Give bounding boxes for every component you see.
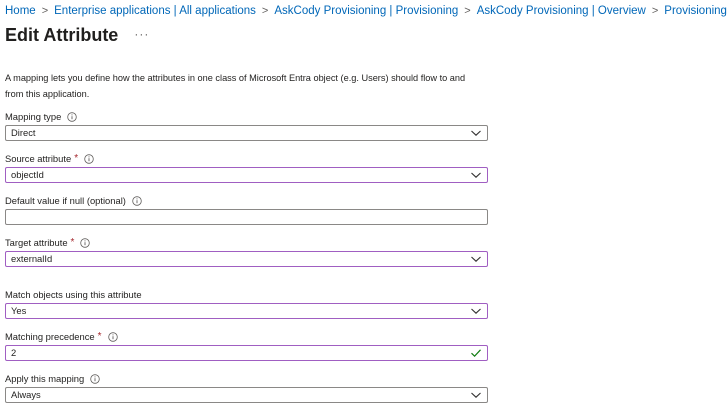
chevron-down-icon: [469, 304, 483, 318]
default-value-label-text: Default value if null (optional): [5, 195, 126, 206]
breadcrumb-askcody-overview[interactable]: AskCody Provisioning | Overview: [476, 5, 646, 17]
breadcrumb: [5, 5, 727, 17]
checkmark-icon: [469, 346, 483, 360]
chevron-down-icon: [469, 168, 483, 182]
matching-precedence-label-text: Matching precedence: [5, 331, 95, 342]
mapping-type-label: [5, 111, 77, 122]
required-asterisk: *: [74, 153, 79, 164]
info-icon[interactable]: [80, 238, 90, 248]
match-objects-dropdown[interactable]: [5, 303, 488, 319]
breadcrumb-provisioning[interactable]: Provisioning: [664, 5, 727, 17]
chevron-down-icon: [469, 388, 483, 402]
source-attribute-value: objectId: [11, 169, 44, 180]
match-objects-label-text: Match objects using this attribute: [5, 289, 142, 300]
target-attribute-label-text: Target attribute: [5, 237, 68, 248]
match-objects-value: Yes: [11, 305, 27, 316]
title-row: [5, 25, 149, 46]
info-icon[interactable]: [108, 332, 118, 342]
mapping-type-value: Direct: [11, 127, 36, 138]
chevron-down-icon: [469, 126, 483, 140]
target-attribute-label: [5, 237, 90, 248]
info-icon[interactable]: [67, 112, 77, 122]
breadcrumb-enterprise-applications[interactable]: Enterprise applications | All applications: [54, 5, 256, 17]
info-icon[interactable]: [84, 154, 94, 164]
matching-precedence-input[interactable]: [5, 345, 488, 361]
target-attribute-value: externalId: [11, 253, 53, 264]
match-objects-label: [5, 289, 142, 300]
mapping-type-label-text: Mapping type: [5, 111, 62, 122]
apply-mapping-label-text: Apply this mapping: [5, 373, 85, 384]
source-attribute-label-text: Source attribute: [5, 153, 72, 164]
breadcrumb-separator: >: [261, 5, 269, 17]
required-asterisk: *: [70, 237, 75, 248]
default-value-label: [5, 195, 142, 206]
apply-mapping-label: [5, 373, 100, 384]
matching-precedence-value: 2: [11, 347, 17, 358]
source-attribute-label: [5, 153, 94, 164]
default-value-input[interactable]: [5, 209, 488, 225]
breadcrumb-separator: >: [464, 5, 471, 17]
required-asterisk: *: [97, 331, 102, 342]
apply-mapping-value: Always: [11, 389, 41, 400]
chevron-down-icon: [469, 252, 483, 266]
matching-precedence-label: [5, 331, 118, 342]
breadcrumb-home[interactable]: Home: [5, 5, 36, 17]
info-icon[interactable]: [90, 374, 100, 384]
target-attribute-dropdown[interactable]: [5, 251, 488, 267]
source-attribute-dropdown[interactable]: [5, 167, 488, 183]
apply-mapping-dropdown[interactable]: [5, 387, 488, 403]
breadcrumb-askcody-provisioning[interactable]: AskCody Provisioning | Provisioning: [274, 5, 459, 17]
page-title: Edit Attribute: [5, 25, 119, 45]
breadcrumb-separator: >: [41, 5, 49, 17]
mapping-type-dropdown[interactable]: [5, 125, 488, 141]
more-options-button[interactable]: ···: [134, 26, 150, 41]
breadcrumb-separator: >: [651, 5, 659, 17]
description-text: A mapping lets you define how the attributes in one class of Microsoft Entra object (e.g. Users) should flow to and from this application.: [5, 73, 466, 99]
info-icon[interactable]: [132, 196, 142, 206]
